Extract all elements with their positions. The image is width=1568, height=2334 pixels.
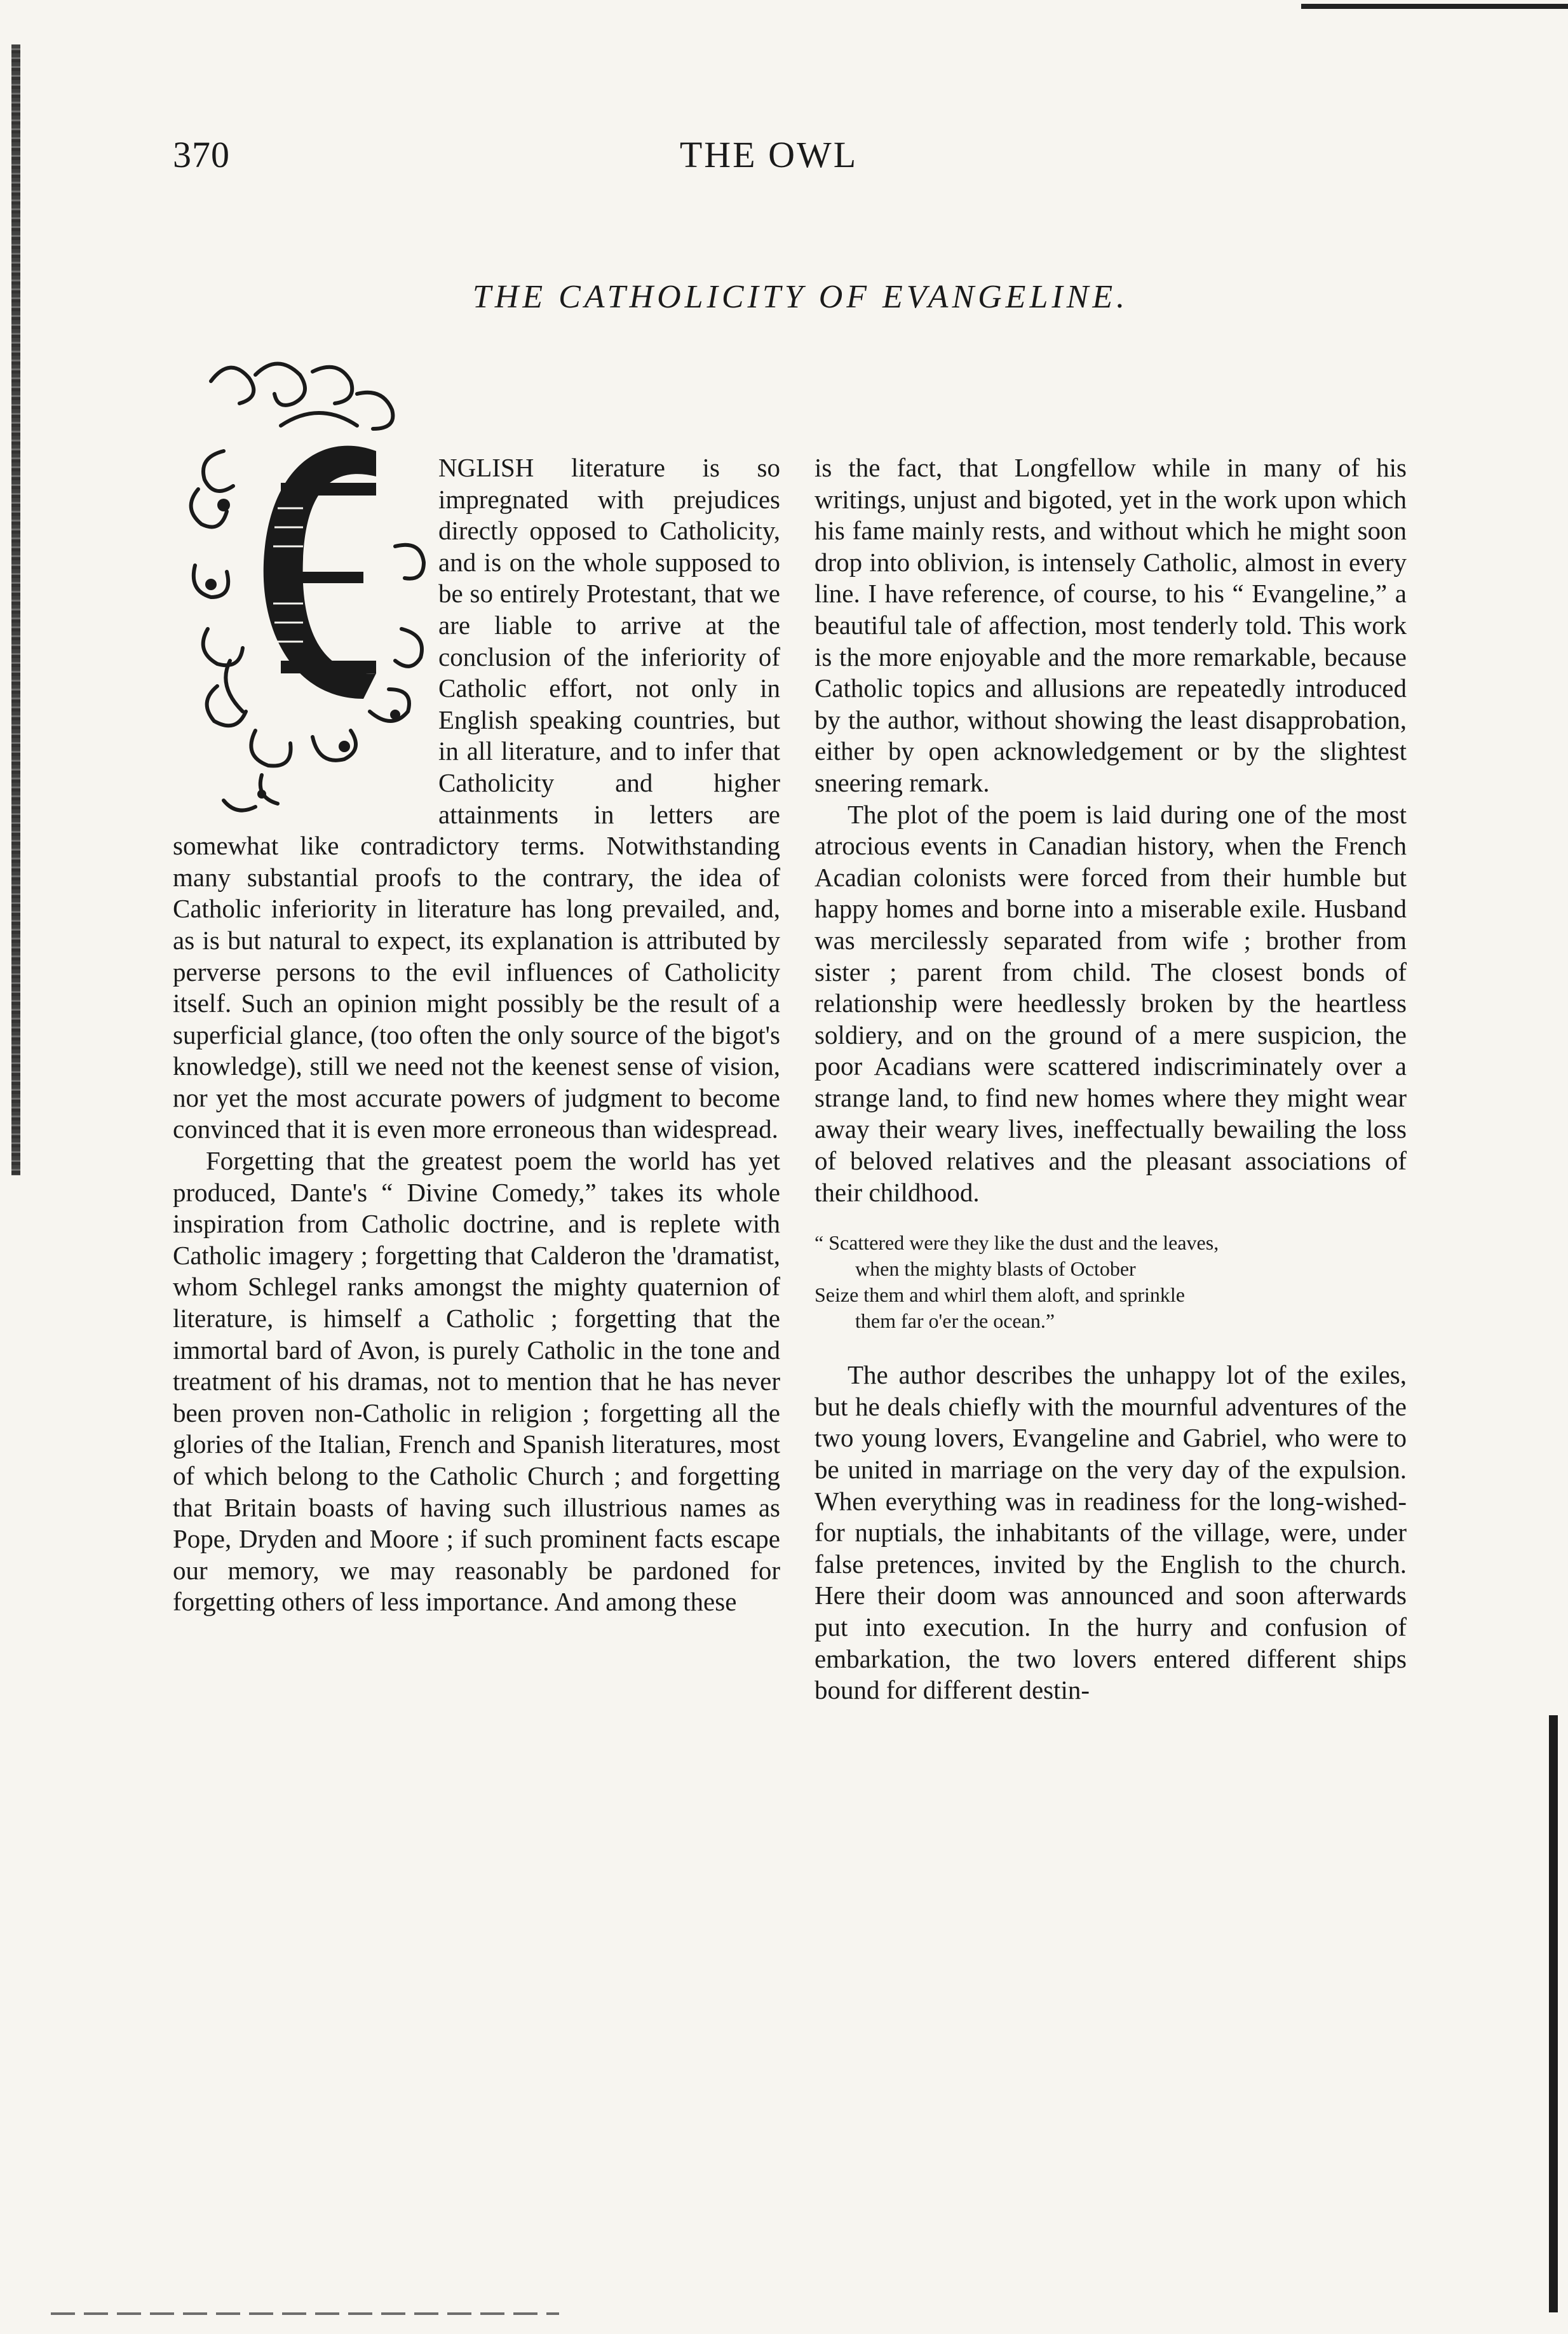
poem-quotation [814,1230,1407,1334]
page-number: 370 [173,134,230,175]
quote-line: them far o'er the ocean.” [855,1309,1055,1333]
paragraph-author-describes: The author describes the unhappy lot of the exiles, but he deals chiefly with the mournful adventures of the two young lovers, Evangeline and Gabriel, who were to be united in marriage on the very day of the expulsion. When everything was in readiness for the long-wished-for nuptials, the inhabitants of the village, were, under false pretences, invited by the English to the church. Here their doom was announced and soon afterwards put into execution. In the hurry and confusion of embarkation, the two lovers entered different ships bound for different destin- [814,1360,1407,1705]
paragraph-forgetting: Forgetting that the greatest poem the world has yet produced, Dante's “ Divine Comedy,” takes its whole inspiration from Catholic doctrine, and is replete with Catholic imagery ; forgetting that Calderon the 'dramatist, whom Schlegel ranks amongst the mighty quaternion of literature, is himself a Catholic ; forgetting that the immortal bard of Avon, is purely Catholic in the tone and treatment of his dramas, not to mention that he has never been proven non-Catholic in religion ; forgetting all the glories of the Italian, French and Spanish literatures, most of which belong to the Catholic Church ; and forgetting that Britain boasts of having such illustrious names as Pope, Dryden and Moore ; if such prominent facts escape our memory, we may reasonably be pardoned for forgetting others of less importance. And among these [173,1146,780,1617]
quote-line: “ Scattered were they like the dust and the leaves, [814,1231,1219,1255]
running-title: THE OWL [679,134,858,175]
right-column [814,452,1407,1706]
top-rule [1301,4,1568,9]
paragraph-opening: NGLISH literature is so impregnated with prejudices directly opposed to Catholicity, and is on the whole supposed to be so entirely Protestant, that we are liable to arrive at the conclusion of the inferiority of Catholic effort, not only in English speaking countries, but in all literature, and to infer that Catholicity and higher attainments in letters are somewhat like contradictory terms. Notwithstanding many substantial proofs to the contrary, the idea of Catholic inferiority in literature has long prevailed, and, as is but natural to expect, its explanation is attributed by perverse persons to the evil influences of Catholicity itself. Such an opinion might possibly be the result of a superficial glance, (too often the only source of the bigot's knowledge), still we need not the keenest sense of vision, nor yet the most accurate powers of judgment to become convinced that it is even more erroneous than widespread. [173,453,780,1144]
paragraph-plot: The plot of the poem is laid during one of the most atrocious events in Canadian history, when the French Acadian colonists were forced from their humble but happy homes and borne into a miserable exile. Husband was mercilessly separated from wife ; brother from sister ; parent from child. The closest bonds of relationship were heedlessly broken by the heartless soldiery, and on the ground of a mere suspicion, the poor Acadians were scattered indiscriminately over a strange land, to find new homes where they might wear away their weary lives, ineffectually bewailing the loss of beloved relatives and the pleasant associations of their childhood. [814,799,1407,1207]
paragraph-longfellow: is the fact, that Longfellow while in many of his writings, unjust and bigoted, yet in the work upon which his fame mainly rests, and without which he might soon drop into oblivion, is intensely Catholic, almost in every line. I have reference, of course, to his “ Evangeline,” a beautiful tale of affection, most tenderly told. This work is the more enjoyable and the more remarkable, because Catholic topics and allusions are repeatedly introduced by the author, without showing the least disapprobation, either by open acknowledgement or by the slightest sneering remark. [814,453,1407,797]
left-column [173,452,780,1618]
dropcap-wrap-space [173,452,438,824]
quote-line: Seize them and whirl them aloft, and sprinkle [814,1283,1185,1307]
article-title: THE CATHOLICITY OF EVANGELINE. [472,279,1129,315]
bottom-rule [51,2312,559,2315]
binding-edge [11,44,20,1175]
scan-edge-bar [1549,1715,1558,2312]
quote-line: when the mighty blasts of October [855,1257,1136,1281]
